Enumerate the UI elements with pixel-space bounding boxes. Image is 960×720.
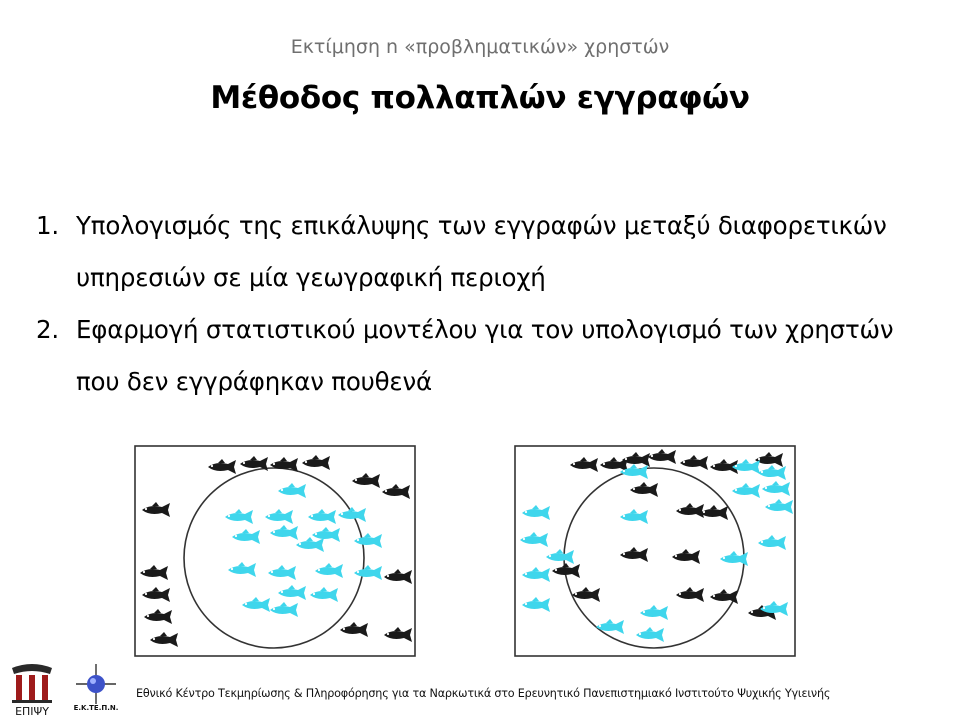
marked-fish-icon (228, 562, 256, 577)
marked-fish-icon (268, 565, 296, 580)
marked-fish-icon (225, 509, 253, 524)
fish-icon (648, 449, 676, 464)
second-capture-illustration (514, 445, 796, 657)
marked-fish-icon (546, 549, 574, 564)
marked-fish-icon (354, 565, 382, 580)
marked-fish-icon (520, 532, 548, 547)
epipsy-logo (4, 662, 60, 718)
slide-title: Μέθοδος πολλαπλών εγγραφών (210, 80, 750, 116)
fish-icon (700, 505, 728, 520)
marked-fish-icon (765, 499, 793, 514)
fish-icon (142, 587, 170, 602)
slide-subtitle: Εκτίμηση n «προβληματικών» χρηστών (290, 36, 670, 58)
step-number: 1. (36, 211, 59, 240)
steps-list (36, 200, 926, 408)
ektepn-logo (66, 662, 126, 718)
logo-left-text: ΕΠΙΨΥ (15, 705, 49, 718)
step-number: 2. (36, 315, 59, 344)
marked-fish-icon (636, 627, 664, 642)
frame-border (515, 446, 795, 656)
marked-fish-icon (354, 533, 382, 548)
fish-icon (676, 503, 704, 518)
fish-icon (140, 565, 168, 580)
marked-fish-icon (270, 602, 298, 617)
fish-icon (340, 622, 368, 637)
fish-icon (352, 473, 380, 488)
marked-fish-icon (758, 465, 786, 480)
footer-institution: Εθνικό Κέντρο Τεκμηρίωσης & Πληροφόρησης για τα Ναρκωτικά στο Ερευνητικό Πανεπιστημιακό Ινστιτούτο Ψυχικής Υγιεινής (136, 687, 831, 700)
marked-fish-icon (522, 505, 550, 520)
marked-fish-icon (296, 537, 324, 552)
marked-fish-icon (315, 563, 343, 578)
marked-fish-icon (522, 567, 550, 582)
fish-icon (570, 457, 598, 472)
marked-fish-icon (732, 483, 760, 498)
marked-fish-icon (640, 605, 668, 620)
fish-icon (384, 627, 412, 642)
step-text: Εφαρμογή στατιστικού μοντέλου για τον υπολογισμό των χρηστών που δεν εγγράφηκαν πουθενά (76, 315, 894, 396)
marked-fish-icon (762, 481, 790, 496)
first-capture-illustration (134, 445, 416, 657)
fish-icon (270, 457, 298, 472)
marked-fish-icon (620, 509, 648, 524)
marked-fish-icon (270, 525, 298, 540)
fish-icon (382, 484, 410, 499)
marked-fish-icon (278, 585, 306, 600)
fish-icon (672, 549, 700, 564)
fish-icon (240, 456, 268, 471)
marked-fish-icon (242, 597, 270, 612)
fish-icon (620, 547, 648, 562)
sample-circle (184, 468, 364, 648)
fish-icon (150, 632, 178, 647)
fish-icon (208, 459, 236, 474)
marked-fish-icon (310, 587, 338, 602)
marked-fish-icon (278, 483, 306, 498)
fish-icon (630, 482, 658, 497)
marked-fish-icon (308, 509, 336, 524)
marked-fish-icon (232, 529, 260, 544)
marked-fish-icon (522, 597, 550, 612)
fish-icon (710, 589, 738, 604)
fish-icon (572, 587, 600, 602)
marked-fish-icon (312, 527, 340, 542)
fish-icon (384, 569, 412, 584)
fish-icon (622, 452, 650, 467)
marked-fish-icon (596, 619, 624, 634)
marked-fish-icon (758, 535, 786, 550)
fish-icon (142, 502, 170, 517)
logo-right-text: Ε.Κ.ΤΕ.Π.Ν. (73, 704, 119, 712)
marked-fish-icon (265, 509, 293, 524)
list-item (36, 200, 926, 304)
fish-icon (755, 452, 783, 467)
fish-icon (302, 455, 330, 470)
fish-icon (676, 587, 704, 602)
list-item (36, 304, 926, 408)
fish-icon (680, 455, 708, 470)
marked-fish-icon (338, 507, 366, 522)
step-text: Υπολογισμός της επικάλυψης των εγγραφών μεταξύ διαφορετικών υπηρεσιών σε μία γεωγραφική περιοχή (76, 211, 887, 292)
fish-icon (144, 609, 172, 624)
